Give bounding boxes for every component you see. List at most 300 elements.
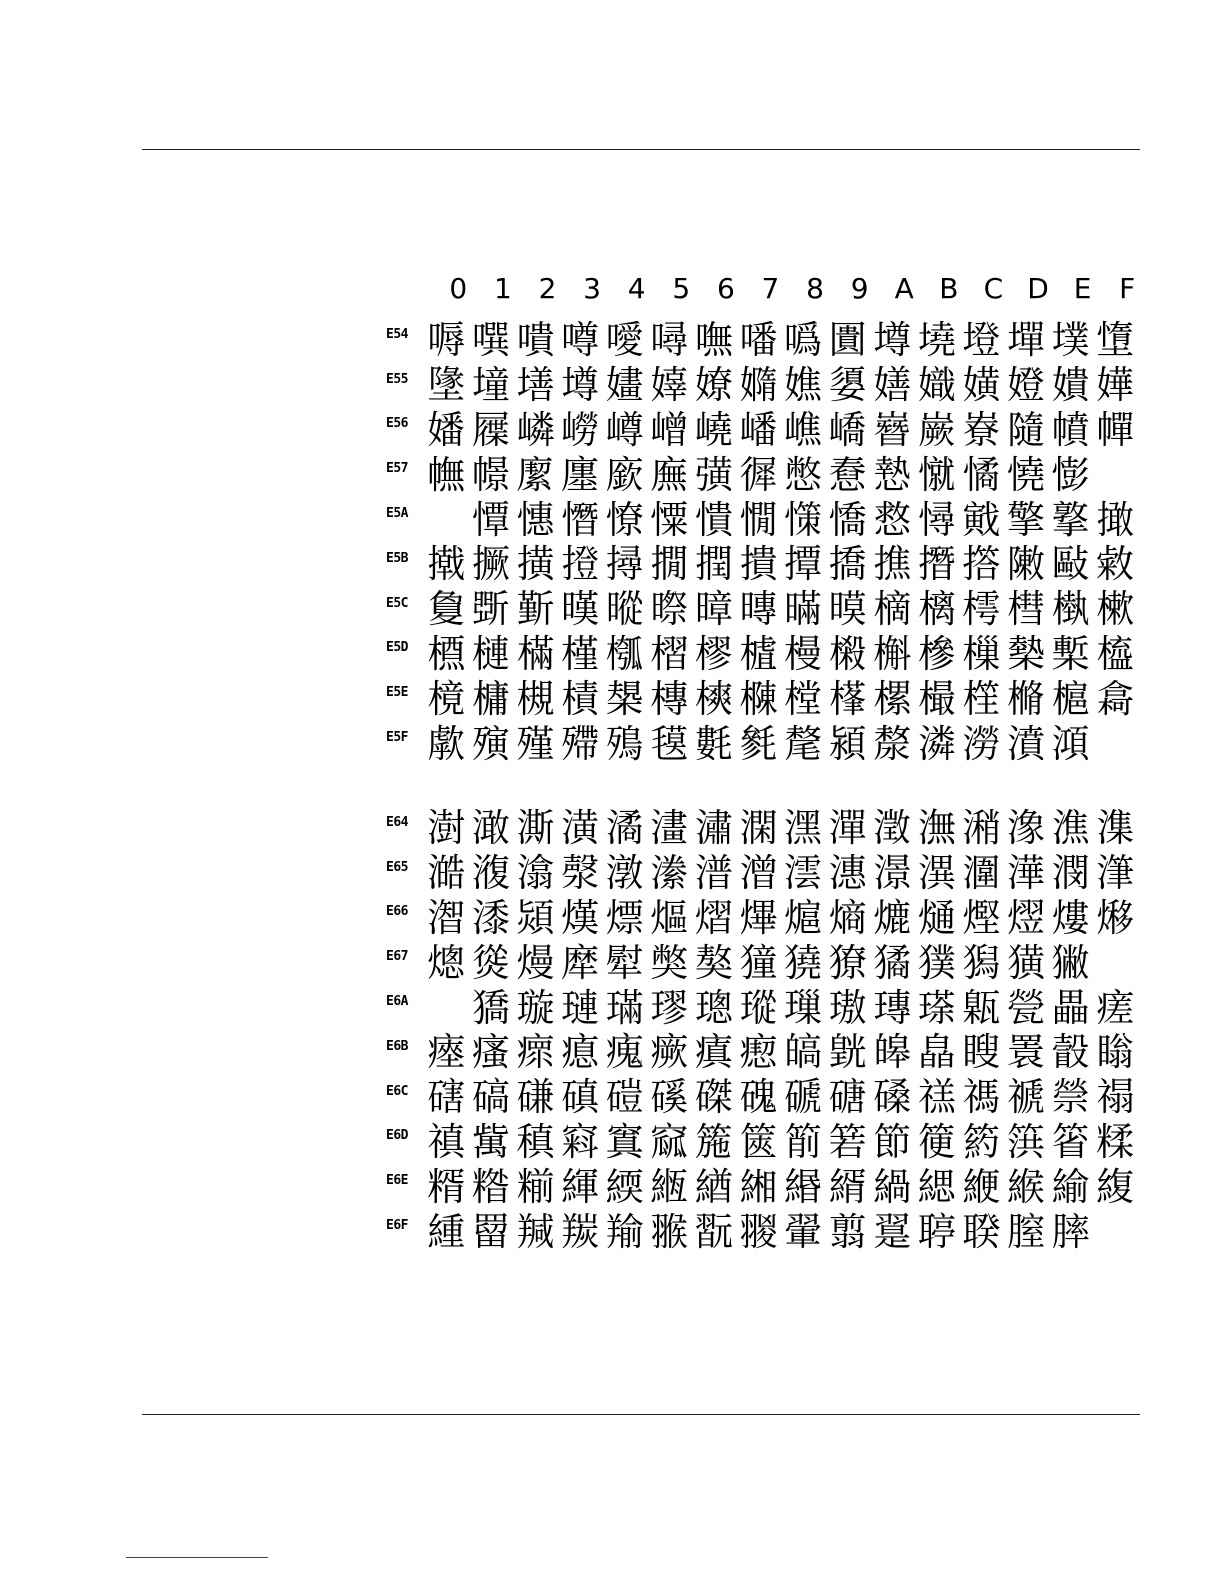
- glyph-cell: 箵: [1051, 1119, 1090, 1164]
- glyph-cell: 瞍: [962, 1030, 1001, 1075]
- glyph-cell: 緟: [427, 1209, 466, 1254]
- glyph-cell: 膣: [1007, 1209, 1046, 1254]
- row-label: E6A: [386, 994, 408, 1010]
- glyph-cell: 磃: [784, 1075, 823, 1120]
- row-label: E54: [386, 326, 408, 342]
- glyph-cell: 璇: [516, 985, 555, 1030]
- glyph-cell: 樝: [739, 631, 778, 676]
- glyph-cell: 瞈: [1096, 1030, 1135, 1075]
- row-label: E5E: [386, 685, 408, 701]
- glyph-cell: 緱: [1007, 1164, 1046, 1209]
- glyph-cell: 箾: [784, 1119, 823, 1164]
- glyph-cell: 憳: [917, 497, 956, 542]
- glyph-cell: 緳: [516, 452, 555, 497]
- glyph-cell: 暰: [605, 587, 644, 632]
- glyph-cell: 戭: [962, 497, 1001, 542]
- glyph-cell: 獠: [828, 940, 867, 985]
- glyph-cell: 澅: [650, 806, 689, 851]
- glyph-cell: 廡: [650, 452, 689, 497]
- glyph-cell: 皜: [784, 1030, 823, 1075]
- glyph-cell: 潲: [962, 806, 1001, 851]
- glyph-cell: 璊: [605, 985, 644, 1030]
- glyph-cell: 樈: [427, 676, 466, 721]
- glyph-cell: 嬅: [1096, 363, 1135, 408]
- glyph-cell: 樠: [516, 631, 555, 676]
- code-row: [386, 940, 1138, 985]
- row-label: E6E: [386, 1173, 408, 1189]
- glyph-cell: 斳: [516, 587, 555, 632]
- glyph-cell: 糅: [1096, 1119, 1135, 1164]
- glyph-cell: 箬: [828, 1119, 867, 1164]
- glyph-cell: 禢: [1096, 1075, 1135, 1120]
- glyph-cell: 熡: [1051, 895, 1090, 940]
- glyph-cell: 憭: [605, 497, 644, 542]
- glyph-cell: 嫹: [962, 363, 1001, 408]
- glyph-cell: 潢: [561, 806, 600, 851]
- code-row: [386, 542, 1138, 587]
- glyph-cell: 箯: [917, 1119, 956, 1164]
- glyph-cell: 畾: [1051, 985, 1090, 1030]
- glyph-cell: 禜: [1051, 1075, 1090, 1120]
- code-row: [386, 896, 1138, 941]
- glyph-cell: 緛: [605, 1164, 644, 1209]
- glyph-cell: 潩: [917, 851, 956, 896]
- column-header: B: [939, 272, 959, 305]
- glyph-cell: 憢: [1007, 452, 1046, 497]
- glyph-cell: 樍: [561, 676, 600, 721]
- glyph-cell: 緺: [873, 1164, 912, 1209]
- glyph-cell: 翦: [828, 1209, 867, 1254]
- glyph-cell: 暪: [784, 587, 823, 632]
- glyph-cell: 漀: [561, 851, 600, 896]
- code-row: [386, 1209, 1138, 1254]
- glyph-cell: 噂: [561, 318, 600, 363]
- glyph-cell: 羰: [561, 1209, 600, 1254]
- glyph-cell: 磏: [516, 1075, 555, 1120]
- glyph-cell: 樗: [962, 587, 1001, 632]
- glyph-cell: 澕: [1007, 851, 1046, 896]
- glyph-cell: 撉: [1051, 497, 1090, 542]
- glyph-cell: 澋: [873, 851, 912, 896]
- glyph-cell: 嗕: [427, 318, 466, 363]
- glyph-cell: 璉: [561, 985, 600, 1030]
- glyph-cell: 斲: [471, 587, 510, 632]
- glyph-cell: 澌: [516, 806, 555, 851]
- code-row: [386, 676, 1138, 721]
- column-header: 6: [716, 272, 735, 305]
- glyph-cell: 翭: [650, 1209, 689, 1254]
- glyph-cell: 潓: [828, 851, 867, 896]
- glyph-cell: 嶗: [561, 407, 600, 452]
- glyph-cell: 潒: [1007, 806, 1046, 851]
- glyph-cell: 澐: [784, 851, 823, 896]
- glyph-cell: 甇: [1007, 985, 1046, 1030]
- glyph-cell: 聧: [962, 1209, 1001, 1254]
- glyph-cell: 獙: [1051, 940, 1090, 985]
- glyph-cell: 澓: [471, 851, 510, 896]
- glyph-cell: 潪: [427, 895, 466, 940]
- glyph-cell: 暲: [694, 587, 733, 632]
- glyph-cell: 憛: [471, 497, 510, 542]
- glyph-cell: 熳: [516, 940, 555, 985]
- glyph-cells: [424, 498, 1138, 542]
- glyph-cell: 噀: [471, 318, 510, 363]
- glyph-cell: 槼: [605, 676, 644, 721]
- glyph-cell: 墣: [1051, 318, 1090, 363]
- glyph-cell: 樥: [828, 676, 867, 721]
- glyph-cell: 撋: [694, 542, 733, 587]
- glyph-cell: [1093, 1210, 1138, 1254]
- glyph-cell: 稹: [516, 1119, 555, 1164]
- glyph-cell: 殥: [471, 721, 510, 766]
- glyph-cell: 嶡: [917, 407, 956, 452]
- glyph-cell: 箹: [962, 1119, 1001, 1164]
- glyph-cell: 璆: [650, 985, 689, 1030]
- glyph-cell: 敹: [1096, 542, 1135, 587]
- glyph-cell: 氀: [694, 721, 733, 766]
- glyph-cell: 墫: [873, 318, 912, 363]
- code-row: [386, 1075, 1138, 1120]
- column-header: 7: [761, 272, 780, 305]
- glyph-cell: 嘳: [516, 318, 555, 363]
- glyph-cell: 撏: [605, 542, 644, 587]
- row-label: E67: [386, 949, 408, 965]
- glyph-cell: 憃: [828, 452, 867, 497]
- glyph-cell: 樇: [1007, 676, 1046, 721]
- glyph-cell: 獛: [917, 940, 956, 985]
- glyph-cell: 槧: [1051, 631, 1090, 676]
- glyph-cell: 璅: [784, 985, 823, 1030]
- glyph-cell: 熚: [739, 895, 778, 940]
- glyph-cell: 瞏: [1007, 1030, 1046, 1075]
- glyph-cell: [424, 498, 469, 542]
- glyph-cell: 糌: [471, 1164, 510, 1209]
- glyph-cell: 嶓: [739, 407, 778, 452]
- glyph-cell: 獡: [962, 940, 1001, 985]
- glyph-cell: 屧: [471, 407, 510, 452]
- glyph-cell: 橀: [1096, 631, 1135, 676]
- glyph-cell: 潻: [471, 895, 510, 940]
- glyph-cell: 歑: [427, 721, 466, 766]
- row-label: E57: [386, 461, 408, 477]
- glyph-cells: [424, 587, 1138, 631]
- glyph-cell: 敻: [427, 587, 466, 632]
- glyph-cell: 澂: [873, 806, 912, 851]
- glyph-cell: 磉: [873, 1075, 912, 1120]
- glyph-cell: 噯: [605, 318, 644, 363]
- code-row: [386, 721, 1138, 766]
- glyph-cell: 熯: [561, 895, 600, 940]
- glyph-cell: 樀: [873, 587, 912, 632]
- glyph-cell: 撖: [1096, 497, 1135, 542]
- glyph-cell: 憍: [828, 497, 867, 542]
- glyph-cell: 翫: [694, 1209, 733, 1254]
- glyph-cell: 瘚: [650, 1030, 689, 1075]
- glyph-cell: 槷: [1007, 631, 1046, 676]
- glyph-cell: 嬏: [427, 407, 466, 452]
- glyph-cell: 憯: [561, 497, 600, 542]
- glyph-cell: 緦: [917, 1164, 956, 1209]
- glyph-cell: 撢: [784, 542, 823, 587]
- glyph-cell: 禠: [1007, 1075, 1046, 1120]
- glyph-cells: [424, 542, 1138, 586]
- glyph-cell: 獢: [471, 985, 510, 1030]
- glyph-cell: 樛: [694, 631, 733, 676]
- glyph-cell: [424, 986, 469, 1030]
- glyph-cell: 膟: [1051, 1209, 1090, 1254]
- glyph-cell: 潕: [917, 806, 956, 851]
- glyph-cell: 羬: [516, 1209, 555, 1254]
- row-label: E64: [386, 814, 408, 830]
- glyph-cell: 槢: [650, 631, 689, 676]
- glyph-cell: 熪: [1096, 895, 1135, 940]
- glyph-cell: 樆: [917, 587, 956, 632]
- glyph-cell: 緧: [694, 1164, 733, 1209]
- glyph-cell: 瘜: [561, 1030, 600, 1075]
- column-header-row: [436, 270, 1150, 308]
- glyph-cell: 憋: [784, 452, 823, 497]
- row-label: E56: [386, 416, 408, 432]
- glyph-cell: 瘣: [605, 1030, 644, 1075]
- glyph-cell: 熤: [1007, 895, 1046, 940]
- glyph-cell: 箷: [694, 1119, 733, 1164]
- glyph-cell: 嶟: [605, 407, 644, 452]
- glyph-cell: 窲: [561, 1119, 600, 1164]
- glyph-cell: 嶙: [516, 407, 555, 452]
- glyph-cell: 樔: [962, 631, 1001, 676]
- glyph-cell: 憒: [694, 497, 733, 542]
- glyph-cell: 熛: [605, 895, 644, 940]
- glyph-cell: 歶: [471, 1119, 510, 1164]
- row-label: E6F: [386, 1218, 408, 1234]
- glyph-cell: 翪: [739, 1209, 778, 1254]
- glyph-cell: 樦: [962, 676, 1001, 721]
- column-header: D: [1027, 272, 1049, 305]
- glyph-cell: 撍: [917, 542, 956, 587]
- column-header: 2: [538, 272, 557, 305]
- glyph-cell: 墬: [427, 363, 466, 408]
- glyph-cell: 擎: [1007, 497, 1046, 542]
- glyph-cell: 憟: [650, 497, 689, 542]
- glyph-cell: 磔: [694, 1075, 733, 1120]
- glyph-cell: 瘞: [427, 1030, 466, 1075]
- glyph-cell: 瞉: [1051, 1030, 1090, 1075]
- glyph-cell: 潣: [1051, 851, 1090, 896]
- glyph-cell: 潗: [1096, 806, 1135, 851]
- glyph-cells: [424, 453, 1138, 497]
- glyph-cells: [424, 408, 1138, 452]
- glyph-cell: 磎: [650, 1075, 689, 1120]
- glyph-cell: 氂: [784, 721, 823, 766]
- glyph-cell: 嫿: [605, 363, 644, 408]
- glyph-cell: 毿: [739, 721, 778, 766]
- glyph-cell: 圚: [828, 318, 867, 363]
- glyph-cell: [1093, 941, 1138, 985]
- glyph-cell: 樕: [1096, 587, 1135, 632]
- glyph-cell: 緶: [962, 1164, 1001, 1209]
- glyph-cell: 撟: [828, 542, 867, 587]
- glyph-cell: 緮: [1096, 1164, 1135, 1209]
- glyph-cell: 槦: [471, 676, 510, 721]
- glyph-cell: 廞: [605, 452, 644, 497]
- glyph-cell: 瘙: [471, 1030, 510, 1075]
- glyph-cell: 嶒: [650, 407, 689, 452]
- glyph-cell: 澍: [427, 806, 466, 851]
- code-row: [386, 1120, 1138, 1165]
- glyph-cell: 撠: [427, 542, 466, 587]
- glyph-cell: 幠: [427, 452, 466, 497]
- glyph-cell: 璈: [828, 985, 867, 1030]
- glyph-cell: 潾: [917, 721, 956, 766]
- glyph-cell: 獒: [694, 940, 733, 985]
- glyph-cell: 璁: [694, 985, 733, 1030]
- glyph-cell: 嫴: [650, 363, 689, 408]
- glyph-cell: 槿: [561, 631, 600, 676]
- glyph-cell: 嶠: [828, 407, 867, 452]
- glyph-cell: 慹: [873, 452, 912, 497]
- top-rule: [142, 149, 1140, 150]
- glyph-cell: 緪: [650, 1164, 689, 1209]
- code-row: [386, 851, 1138, 896]
- glyph-cell: 瘝: [516, 1030, 555, 1075]
- glyph-cell: 墡: [516, 363, 555, 408]
- glyph-cell: 潚: [694, 806, 733, 851]
- glyph-cell: 噅: [784, 318, 823, 363]
- glyph-cell: 熲: [516, 895, 555, 940]
- glyph-cell: 瘛: [739, 1030, 778, 1075]
- glyph-cell: 翬: [784, 1209, 823, 1254]
- glyph-cell: 羭: [605, 1209, 644, 1254]
- glyph-cell: 殣: [516, 721, 555, 766]
- glyph-cell: 澒: [1051, 721, 1090, 766]
- glyph-cell: 撌: [739, 542, 778, 587]
- glyph-cells: [424, 1030, 1138, 1074]
- glyph-cell: 潏: [605, 806, 644, 851]
- glyph-cells: [424, 986, 1138, 1030]
- glyph-cell: 墯: [1096, 318, 1135, 363]
- glyph-cell: 熞: [962, 895, 1001, 940]
- glyph-cell: 暷: [739, 587, 778, 632]
- glyph-cell: 熧: [471, 940, 510, 985]
- glyph-cell: 槱: [427, 631, 466, 676]
- glyph-cell: 幩: [1051, 407, 1090, 452]
- glyph-cell: 憪: [739, 497, 778, 542]
- code-row: [386, 985, 1138, 1030]
- glyph-cell: 墠: [1007, 318, 1046, 363]
- glyph-cell: 撨: [873, 542, 912, 587]
- glyph-cell: 潁: [828, 721, 867, 766]
- glyph-cell: 嘸: [694, 318, 733, 363]
- glyph-cell: 嶚: [962, 407, 1001, 452]
- glyph-cell: 憰: [962, 452, 1001, 497]
- glyph-cell: 樖: [1096, 676, 1135, 721]
- glyph-cell: 嫶: [784, 363, 823, 408]
- code-row: [386, 318, 1138, 363]
- glyph-cell: 獞: [739, 940, 778, 985]
- glyph-cell: 樶: [917, 676, 956, 721]
- glyph-cell: 嶢: [694, 407, 733, 452]
- glyph-cells: [424, 318, 1138, 362]
- glyph-cell: 熵: [828, 895, 867, 940]
- glyph-cell: 撘: [962, 542, 1001, 587]
- glyph-cell: 窴: [605, 1119, 644, 1164]
- glyph-cell: 磄: [828, 1075, 867, 1120]
- glyph-cell: 潿: [962, 851, 1001, 896]
- glyph-cell: 聤: [917, 1209, 956, 1254]
- glyph-cell: 嬃: [828, 363, 867, 408]
- glyph-cells: [424, 896, 1138, 940]
- glyph-cell: 禡: [962, 1075, 1001, 1120]
- glyph-cell: 墱: [962, 318, 1001, 363]
- glyph-cell: 瘨: [694, 1030, 733, 1075]
- glyph-cells: [424, 806, 1138, 850]
- row-label: E6B: [386, 1038, 408, 1054]
- glyph-cell: 嶕: [784, 407, 823, 452]
- column-header: F: [1119, 272, 1136, 305]
- glyph-cell: 犚: [605, 940, 644, 985]
- glyph-cell: 磈: [739, 1075, 778, 1120]
- glyph-cell: 幜: [471, 452, 510, 497]
- glyph-cell: 憓: [516, 497, 555, 542]
- glyph-cell: 皝: [828, 1030, 867, 1075]
- glyph-cell: 濆: [1007, 721, 1046, 766]
- glyph-cells: [424, 677, 1138, 721]
- glyph-cell: 糈: [427, 1164, 466, 1209]
- glyph-cell: 澇: [962, 721, 1001, 766]
- glyph-cell: 憉: [1051, 452, 1090, 497]
- column-header: 8: [806, 272, 824, 305]
- glyph-cell: 熥: [917, 895, 956, 940]
- glyph-cell: [1093, 453, 1138, 497]
- row-label: E5C: [386, 595, 408, 611]
- glyph-cell: 磍: [427, 1075, 466, 1120]
- glyph-cell: 徲: [739, 452, 778, 497]
- row-label: E66: [386, 904, 408, 920]
- glyph-cell: 潝: [516, 851, 555, 896]
- glyph-cells: [424, 1165, 1138, 1209]
- glyph-cell: 敶: [1007, 542, 1046, 587]
- column-header: 0: [449, 272, 468, 305]
- glyph-cell: 彉: [694, 452, 733, 497]
- glyph-cell: 緗: [739, 1164, 778, 1209]
- glyph-cell: 節: [873, 1119, 912, 1164]
- glyph-cell: 熠: [694, 895, 733, 940]
- row-label: E5F: [386, 730, 408, 746]
- glyph-cell: 潬: [828, 806, 867, 851]
- glyph-cell: 暩: [650, 587, 689, 632]
- glyph-cells: [424, 722, 1138, 766]
- glyph-cell: 瑽: [739, 985, 778, 1030]
- code-row: [386, 363, 1138, 408]
- glyph-cell: 瑹: [917, 985, 956, 1030]
- glyph-cell: 罶: [471, 1209, 510, 1254]
- footnote-rule: [126, 1557, 268, 1558]
- glyph-cell: 槤: [471, 631, 510, 676]
- row-label: E65: [386, 859, 408, 875]
- glyph-cell: 潫: [650, 851, 689, 896]
- glyph-cell: 槸: [1051, 587, 1090, 632]
- glyph-cell: 隨: [1007, 407, 1046, 452]
- glyph-cells: [424, 363, 1138, 407]
- glyph-cell: 熰: [650, 895, 689, 940]
- glyph-cell: 槥: [1007, 587, 1046, 632]
- glyph-cell: 噚: [650, 318, 689, 363]
- glyph-cell: 撅: [471, 542, 510, 587]
- glyph-cell: 槻: [516, 676, 555, 721]
- column-header: 5: [672, 272, 691, 305]
- glyph-cell: 槮: [917, 631, 956, 676]
- glyph-cell: 憡: [784, 497, 823, 542]
